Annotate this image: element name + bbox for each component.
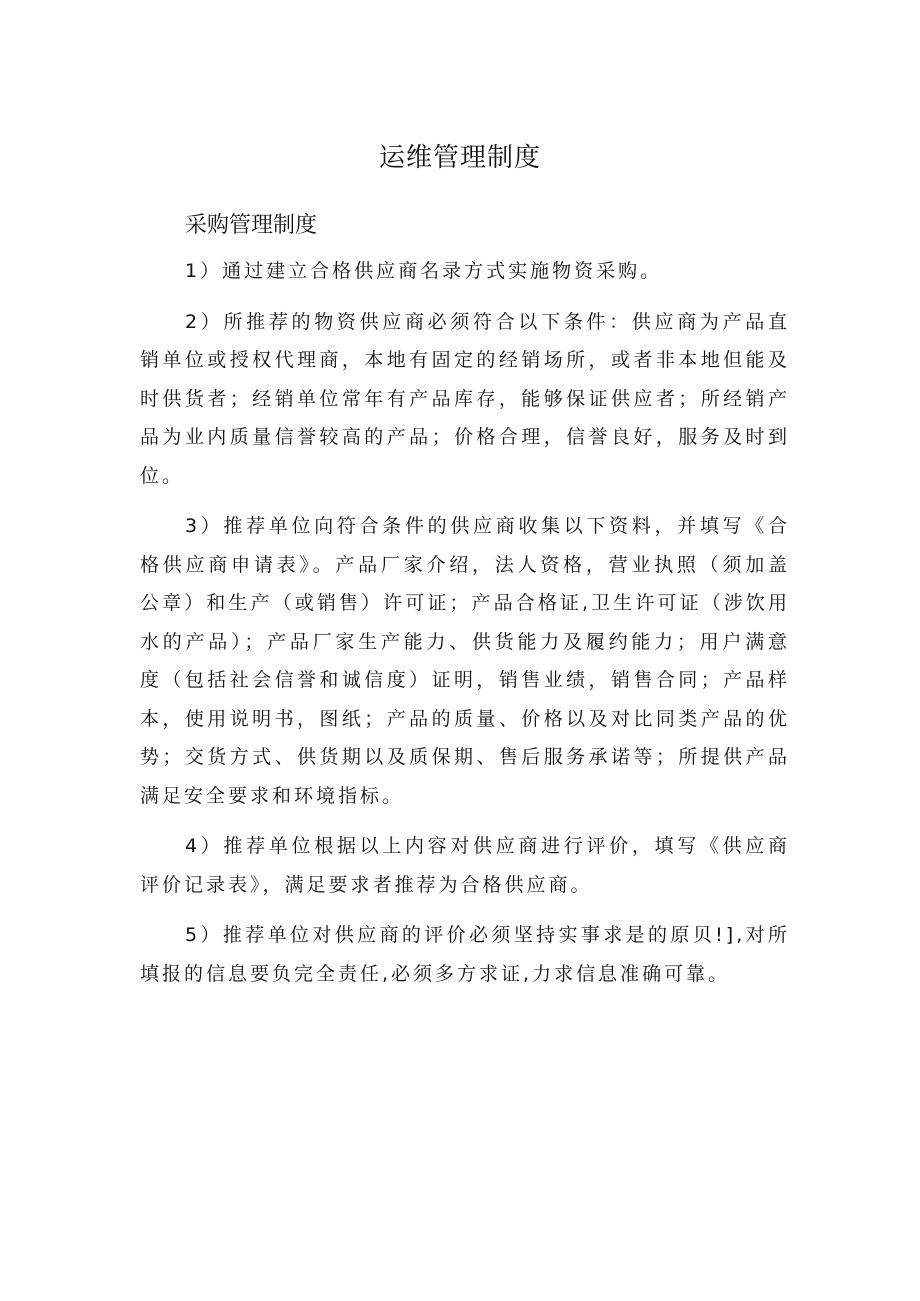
paragraph-4: 4）推荐单位根据以上内容对供应商进行评价，填写《供应商评价记录表》，满足要求者推荐为合格供应商。 bbox=[140, 835, 790, 896]
document-body bbox=[140, 252, 790, 1005]
paragraph-3: 3）推荐单位向符合条件的供应商收集以下资料，并填写《合格供应商申请表》。产品厂家介绍，法人资格，营业执照（须加盖公章）和生产（或销售）许可证；产品合格证,卫生许可证（涉饮用水的产品）；产品厂家生产能力、供货能力及履约能力；用户满意度（包括社会信誉和诚信度）证明，销售业绩，销售合同；产品样本，使用说明书，图纸；产品的质量、价格以及对比同类产品的优势；交货方式、供货期以及质保期、售后服务承诺等；所提供产品满足安全要求和环境指标。 bbox=[140, 515, 790, 807]
document-title: 运维管理制度 bbox=[378, 143, 541, 173]
paragraph-5: 5）推荐单位对供应商的评价必须坚持实事求是的原贝!],对所填报的信息要负完全责任,必须多方求证,力求信息准确可靠。 bbox=[140, 924, 790, 985]
paragraph-1: 1）通过建立合格供应商名录方式实施物资采购。 bbox=[185, 260, 663, 282]
section-heading: 采购管理制度 bbox=[185, 213, 318, 238]
paragraph-2: 2）所推荐的物资供应商必须符合以下条件：供应商为产品直销单位或授权代理商，本地有固定的经销场所，或者非本地但能及时供货者；经销单位常年有产品库存，能够保证供应者；所经销产品为业内质量信誉较高的产品；价格合理，信誉良好，服务及时到位。 bbox=[140, 310, 790, 487]
